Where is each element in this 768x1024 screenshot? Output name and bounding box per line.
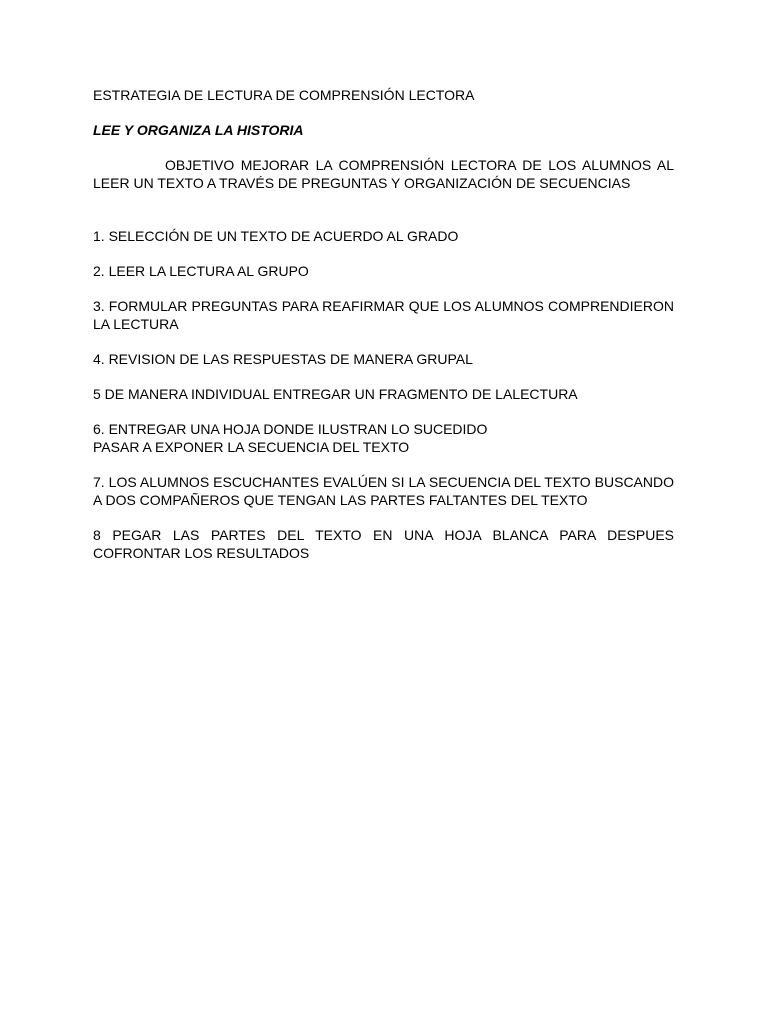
step-6 <box>93 420 674 456</box>
step-8: 8 PEGAR LAS PARTES DEL TEXTO EN UNA HOJA BLANCA PARA DESPUES COFRONTAR LOS RESULTADOS <box>93 527 674 561</box>
step-6-text: 6. ENTREGAR UNA HOJA DONDE ILUSTRAN LO SUCEDIDO <box>93 421 488 437</box>
document-page <box>93 86 674 579</box>
step-6-continuation: PASAR A EXPONER LA SECUENCIA DEL TEXTO <box>93 439 410 455</box>
step-1: 1. SELECCIÓN DE UN TEXTO DE ACUERDO AL GRADO <box>93 228 459 244</box>
document-subtitle: LEE Y ORGANIZA LA HISTORIA <box>93 122 304 138</box>
document-title: ESTRATEGIA DE LECTURA DE COMPRENSIÓN LECTORA <box>93 87 475 103</box>
step-2: 2. LEER LA LECTURA AL GRUPO <box>93 263 309 279</box>
step-7: 7. LOS ALUMNOS ESCUCHANTES EVALÚEN SI LA SECUENCIA DEL TEXTO BUSCANDO A DOS COMPAÑEROS QUE TENGAN LAS PARTES FALTANTES DEL TEXTO <box>93 474 674 508</box>
objective-paragraph: OBJETIVO MEJORAR LA COMPRENSIÓN LECTORA DE LOS ALUMNOS AL LEER UN TEXTO A TRAVÉS DE PREGUNTAS Y ORGANIZACIÓN DE SECUENCIAS <box>93 157 674 191</box>
step-5: 5 DE MANERA INDIVIDUAL ENTREGAR UN FRAGMENTO DE LALECTURA <box>93 386 578 402</box>
step-3: 3. FORMULAR PREGUNTAS PARA REAFIRMAR QUE LOS ALUMNOS COMPRENDIERON LA LECTURA <box>93 298 674 332</box>
step-4: 4. REVISION DE LAS RESPUESTAS DE MANERA GRUPAL <box>93 351 473 367</box>
